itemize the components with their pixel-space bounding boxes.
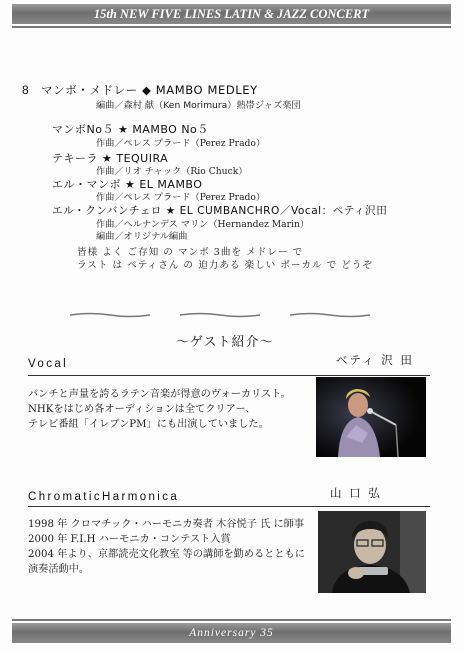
song-title: エル・マンボ ★ EL MAMBO (52, 178, 203, 191)
harmonica-name: 山 口 弘 (330, 486, 382, 500)
harmonica-desc-line: 2000 年 F.I.H ハーモニカ・コンテスト入賞 (28, 534, 231, 545)
harmonica-desc-line: 演奏活動中。 (28, 564, 90, 575)
program-arranger: 編曲／森村 献（Ken Morimura）熱帯ジャズ楽団 (96, 100, 301, 111)
anniversary-text: Anniversary 35 (189, 627, 274, 639)
program-note: 皆様 よく ご存知 の マンボ 3曲を メドレー で (77, 247, 304, 258)
song-credit: 作曲／ヘルナンデス マリン（Hernandez Marin） (96, 219, 310, 230)
vocal-desc-line: テレビ番組「イレブンPM」にも出演していました。 (28, 419, 269, 430)
concert-title: 15th NEW FIVE LINES LATIN & JAZZ CONCERT (93, 7, 370, 21)
song-title: エル・クンバンチェロ ★ EL CUMBANCHRO／Vocal：ペティ沢田 (52, 205, 388, 217)
harmonica-desc-line: 1998 年 クロマチック・ハーモニカ奏者 木谷悦子 氏 に師事 (28, 519, 305, 530)
song-credit: 作曲／リオ チャック（Rio Chuck） (96, 166, 248, 177)
vocal-desc (28, 387, 291, 432)
song-title: テキーラ ★ TEQUIRA (52, 152, 169, 165)
harmonica-rule (28, 506, 430, 507)
vocal-rule (28, 375, 430, 376)
header-bar (12, 4, 451, 24)
header-underline (12, 26, 451, 28)
harmonica-desc-line: 2004 年より、京都読売文化教室 等の講師を勤めるとともに (28, 549, 305, 560)
footer-overline (12, 619, 451, 621)
guest-section-title: ～ゲスト紹介～ (176, 335, 274, 350)
decorative-divider (70, 312, 390, 318)
vocal-desc-line: パンチと声量を誇るラテン音楽が得意のヴォーカリスト。 (28, 389, 291, 400)
song-credit: 作曲／ペレス プラード（Perez Prado） (96, 138, 266, 149)
program-number: 8 (22, 83, 29, 97)
vocal-name: ベティ 沢 田 (336, 353, 414, 367)
harmonica-photo (318, 511, 426, 593)
program-title: マンボ・メドレー ◆ MAMBO MEDLEY (41, 83, 258, 97)
program-note: ラスト は ベティさん の 迫力ある 楽しい ボーカル で どうぞ (77, 260, 373, 271)
harmonica-label: ChromaticHarmonica (28, 491, 180, 503)
vocal-label: Vocal (28, 358, 69, 370)
song-credit: 作曲／ペレス プラード（Perez Prado） (96, 192, 266, 203)
harmonica-desc (28, 517, 305, 577)
vocal-photo (316, 377, 426, 457)
song-arrangement: 編曲／オリジナル編曲 (96, 231, 188, 242)
vocal-desc-line: NHKをはじめ各オーディションは全てクリアー、 (28, 404, 256, 415)
footer-bar (12, 623, 451, 643)
song-title: マンボNo５ ★ MAMBO No５ (52, 123, 209, 136)
